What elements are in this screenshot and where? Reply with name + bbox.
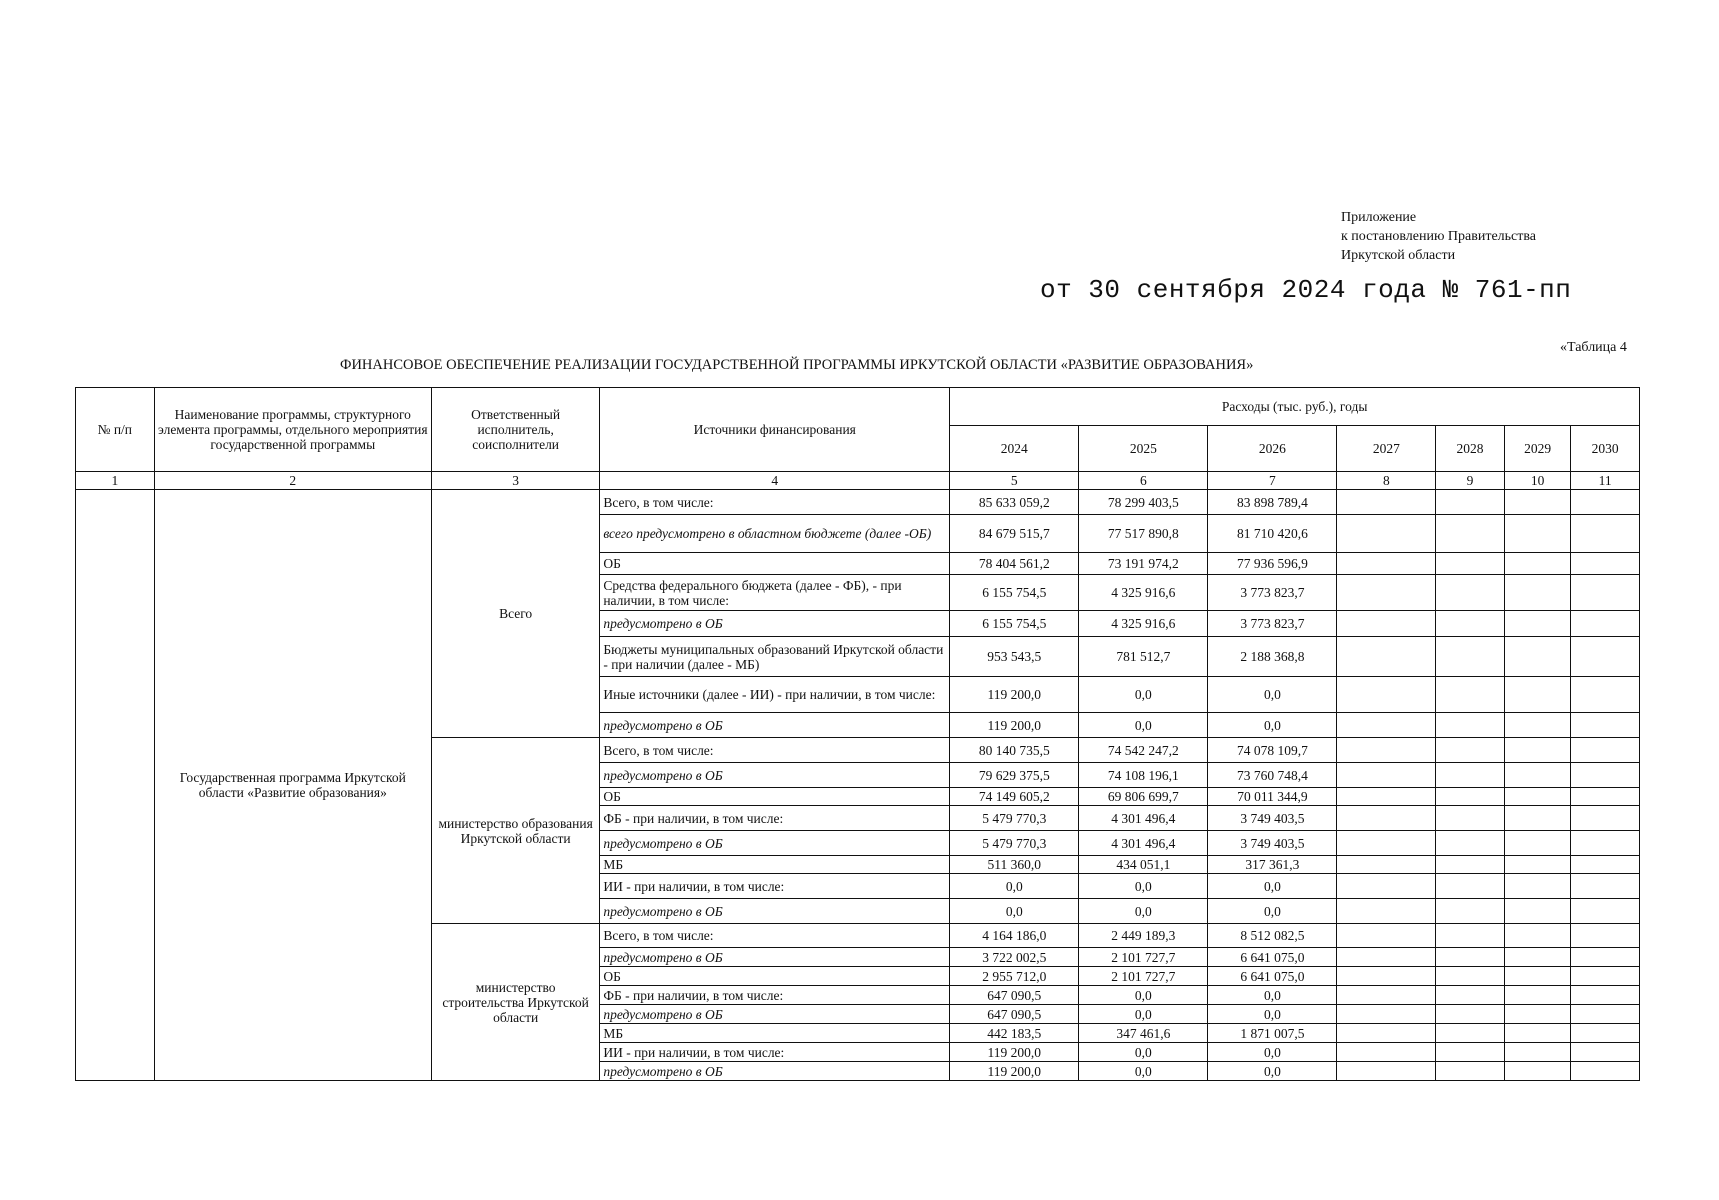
value-cell — [1337, 948, 1436, 967]
index-cell: 3 — [431, 472, 599, 490]
value-cell: 0,0 — [1208, 677, 1337, 713]
value-cell — [1436, 831, 1505, 856]
source-cell: ИИ - при наличии, в том числе: — [600, 874, 950, 899]
value-cell — [1504, 874, 1571, 899]
table-row — [76, 490, 1640, 515]
value-cell — [1436, 924, 1505, 948]
value-cell: 317 361,3 — [1208, 856, 1337, 874]
value-cell — [1504, 677, 1571, 713]
value-cell: 2 449 189,3 — [1079, 924, 1208, 948]
header-no: № п/п — [76, 388, 155, 472]
value-cell: 511 360,0 — [950, 856, 1079, 874]
header-year: 2026 — [1208, 426, 1337, 472]
header-executor: Ответственный исполнитель, соисполнители — [431, 388, 599, 472]
value-cell: 647 090,5 — [950, 1005, 1079, 1024]
value-cell — [1504, 856, 1571, 874]
value-cell — [1436, 1062, 1505, 1081]
value-cell — [1436, 515, 1505, 553]
value-cell — [1337, 738, 1436, 763]
header-expenses: Расходы (тыс. руб.), годы — [950, 388, 1640, 426]
value-cell: 77 517 890,8 — [1079, 515, 1208, 553]
value-cell: 77 936 596,9 — [1208, 553, 1337, 575]
index-cell: 10 — [1504, 472, 1571, 490]
financing-table — [75, 387, 1640, 1081]
executor-cell: Всего — [431, 490, 599, 738]
value-cell: 2 188 368,8 — [1208, 637, 1337, 677]
index-cell: 6 — [1079, 472, 1208, 490]
row-number-cell — [76, 490, 155, 1081]
source-cell: предусмотрено в ОБ — [600, 763, 950, 788]
table-body — [76, 490, 1640, 1081]
value-cell — [1504, 713, 1571, 738]
value-cell — [1337, 575, 1436, 611]
source-cell: ФБ - при наличии, в том числе: — [600, 806, 950, 831]
value-cell — [1436, 856, 1505, 874]
source-cell: предусмотрено в ОБ — [600, 611, 950, 637]
source-cell: предусмотрено в ОБ — [600, 1005, 950, 1024]
value-cell: 5 479 770,3 — [950, 806, 1079, 831]
value-cell — [1504, 1024, 1571, 1043]
source-cell: ОБ — [600, 788, 950, 806]
value-cell: 0,0 — [1079, 1043, 1208, 1062]
value-cell: 119 200,0 — [950, 1062, 1079, 1081]
value-cell: 647 090,5 — [950, 986, 1079, 1005]
value-cell: 85 633 059,2 — [950, 490, 1079, 515]
value-cell — [1436, 713, 1505, 738]
value-cell — [1337, 1024, 1436, 1043]
source-cell: ФБ - при наличии, в том числе: — [600, 986, 950, 1005]
value-cell: 0,0 — [1208, 713, 1337, 738]
appendix-line: Приложение — [1341, 210, 1417, 225]
value-cell — [1436, 948, 1505, 967]
source-cell: предусмотрено в ОБ — [600, 713, 950, 738]
header-source: Источники финансирования — [600, 388, 950, 472]
source-cell: МБ — [600, 856, 950, 874]
executor-cell: министерство образования Иркутской области — [431, 738, 599, 924]
value-cell — [1337, 763, 1436, 788]
value-cell: 119 200,0 — [950, 713, 1079, 738]
value-cell — [1436, 788, 1505, 806]
value-cell — [1337, 1062, 1436, 1081]
value-cell: 3 773 823,7 — [1208, 611, 1337, 637]
value-cell: 74 108 196,1 — [1079, 763, 1208, 788]
value-cell: 0,0 — [1079, 677, 1208, 713]
value-cell — [1436, 637, 1505, 677]
value-cell — [1571, 490, 1640, 515]
value-cell — [1436, 986, 1505, 1005]
appendix-line: к постановлению Правительства — [1341, 229, 1537, 244]
value-cell — [1571, 924, 1640, 948]
value-cell: 3 722 002,5 — [950, 948, 1079, 967]
value-cell: 84 679 515,7 — [950, 515, 1079, 553]
value-cell: 442 183,5 — [950, 1024, 1079, 1043]
value-cell — [1504, 738, 1571, 763]
value-cell — [1504, 575, 1571, 611]
source-cell: Всего, в том числе: — [600, 924, 950, 948]
value-cell — [1337, 856, 1436, 874]
value-cell: 0,0 — [1079, 1062, 1208, 1081]
value-cell: 0,0 — [1208, 874, 1337, 899]
value-cell: 347 461,6 — [1079, 1024, 1208, 1043]
index-cell: 2 — [154, 472, 431, 490]
index-row — [76, 472, 1640, 490]
header-name: Наименование программы, структурного элемента программы, отдельного мероприятия государственной программы — [154, 388, 431, 472]
value-cell: 83 898 789,4 — [1208, 490, 1337, 515]
value-cell: 0,0 — [1079, 986, 1208, 1005]
source-cell: предусмотрено в ОБ — [600, 948, 950, 967]
value-cell — [1571, 788, 1640, 806]
value-cell — [1436, 738, 1505, 763]
value-cell: 74 542 247,2 — [1079, 738, 1208, 763]
value-cell — [1504, 788, 1571, 806]
index-cell: 8 — [1337, 472, 1436, 490]
value-cell — [1337, 637, 1436, 677]
value-cell: 434 051,1 — [1079, 856, 1208, 874]
value-cell: 0,0 — [950, 874, 1079, 899]
value-cell: 119 200,0 — [950, 677, 1079, 713]
value-cell — [1504, 515, 1571, 553]
value-cell — [1436, 553, 1505, 575]
value-cell — [1337, 515, 1436, 553]
value-cell: 80 140 735,5 — [950, 738, 1079, 763]
source-cell: ОБ — [600, 553, 950, 575]
value-cell — [1571, 713, 1640, 738]
value-cell: 79 629 375,5 — [950, 763, 1079, 788]
value-cell — [1436, 1043, 1505, 1062]
source-cell: предусмотрено в ОБ — [600, 831, 950, 856]
value-cell: 0,0 — [1079, 713, 1208, 738]
value-cell: 81 710 420,6 — [1208, 515, 1337, 553]
header-year: 2027 — [1337, 426, 1436, 472]
value-cell — [1436, 967, 1505, 986]
value-cell — [1571, 948, 1640, 967]
value-cell — [1504, 637, 1571, 677]
value-cell: 6 641 075,0 — [1208, 967, 1337, 986]
value-cell: 70 011 344,9 — [1208, 788, 1337, 806]
value-cell — [1337, 1043, 1436, 1062]
value-cell: 3 773 823,7 — [1208, 575, 1337, 611]
value-cell — [1337, 677, 1436, 713]
index-cell: 9 — [1436, 472, 1505, 490]
value-cell: 74 149 605,2 — [950, 788, 1079, 806]
header-year: 2029 — [1504, 426, 1571, 472]
value-cell — [1337, 713, 1436, 738]
value-cell — [1571, 1062, 1640, 1081]
value-cell — [1436, 611, 1505, 637]
value-cell: 119 200,0 — [950, 1043, 1079, 1062]
value-cell: 4 301 496,4 — [1079, 831, 1208, 856]
value-cell — [1337, 924, 1436, 948]
value-cell — [1337, 1005, 1436, 1024]
value-cell — [1436, 806, 1505, 831]
source-cell: всего предусмотрено в областном бюджете (далее -ОБ) — [600, 515, 950, 553]
value-cell — [1337, 986, 1436, 1005]
value-cell: 2 101 727,7 — [1079, 967, 1208, 986]
value-cell: 4 301 496,4 — [1079, 806, 1208, 831]
value-cell: 3 749 403,5 — [1208, 831, 1337, 856]
appendix-block — [1341, 208, 1536, 265]
value-cell — [1571, 637, 1640, 677]
source-cell: предусмотрено в ОБ — [600, 1062, 950, 1081]
value-cell: 4 325 916,6 — [1079, 575, 1208, 611]
value-cell — [1436, 1024, 1505, 1043]
value-cell: 0,0 — [1208, 899, 1337, 924]
value-cell — [1436, 899, 1505, 924]
source-cell: Иные источники (далее - ИИ) - при наличии, в том числе: — [600, 677, 950, 713]
value-cell — [1571, 899, 1640, 924]
value-cell: 3 749 403,5 — [1208, 806, 1337, 831]
value-cell: 4 164 186,0 — [950, 924, 1079, 948]
value-cell: 73 191 974,2 — [1079, 553, 1208, 575]
value-cell — [1571, 967, 1640, 986]
value-cell: 0,0 — [1079, 899, 1208, 924]
value-cell — [1504, 1062, 1571, 1081]
value-cell — [1571, 763, 1640, 788]
source-cell: ИИ - при наличии, в том числе: — [600, 1043, 950, 1062]
value-cell: 5 479 770,3 — [950, 831, 1079, 856]
value-cell — [1571, 515, 1640, 553]
value-cell — [1337, 831, 1436, 856]
value-cell — [1504, 948, 1571, 967]
value-cell — [1571, 553, 1640, 575]
value-cell: 0,0 — [1079, 1005, 1208, 1024]
value-cell — [1337, 899, 1436, 924]
value-cell — [1571, 831, 1640, 856]
value-cell — [1504, 490, 1571, 515]
value-cell — [1436, 490, 1505, 515]
source-cell: предусмотрено в ОБ — [600, 899, 950, 924]
value-cell: 6 155 754,5 — [950, 611, 1079, 637]
value-cell — [1504, 806, 1571, 831]
index-cell: 5 — [950, 472, 1079, 490]
value-cell — [1504, 831, 1571, 856]
value-cell: 0,0 — [950, 899, 1079, 924]
value-cell — [1504, 1005, 1571, 1024]
executor-cell: министерство строительства Иркутской области — [431, 924, 599, 1081]
value-cell: 0,0 — [1208, 1062, 1337, 1081]
source-cell: МБ — [600, 1024, 950, 1043]
value-cell — [1504, 763, 1571, 788]
index-cell: 4 — [600, 472, 950, 490]
value-cell — [1571, 738, 1640, 763]
value-cell — [1504, 611, 1571, 637]
value-cell: 1 871 007,5 — [1208, 1024, 1337, 1043]
value-cell — [1571, 677, 1640, 713]
value-cell: 0,0 — [1208, 986, 1337, 1005]
table-number: «Таблица 4 — [1560, 340, 1627, 355]
value-cell — [1337, 611, 1436, 637]
header-year: 2028 — [1436, 426, 1505, 472]
program-name-cell: Государственная программа Иркутской области «Развитие образования» — [154, 490, 431, 1081]
value-cell — [1436, 575, 1505, 611]
value-cell: 2 101 727,7 — [1079, 948, 1208, 967]
source-cell: Всего, в том числе: — [600, 738, 950, 763]
header-year: 2025 — [1079, 426, 1208, 472]
value-cell: 6 155 754,5 — [950, 575, 1079, 611]
value-cell — [1571, 806, 1640, 831]
value-cell: 8 512 082,5 — [1208, 924, 1337, 948]
value-cell — [1571, 874, 1640, 899]
value-cell: 953 543,5 — [950, 637, 1079, 677]
value-cell — [1571, 856, 1640, 874]
source-cell: Бюджеты муниципальных образований Иркутской области - при наличии (далее - МБ) — [600, 637, 950, 677]
appendix-line: Иркутской области — [1341, 248, 1456, 263]
value-cell: 0,0 — [1208, 1005, 1337, 1024]
value-cell — [1504, 1043, 1571, 1062]
value-cell — [1337, 788, 1436, 806]
value-cell — [1571, 611, 1640, 637]
source-cell: Всего, в том числе: — [600, 490, 950, 515]
value-cell: 74 078 109,7 — [1208, 738, 1337, 763]
index-cell: 11 — [1571, 472, 1640, 490]
value-cell — [1504, 899, 1571, 924]
value-cell — [1571, 986, 1640, 1005]
document-title: ФИНАНСОВОЕ ОБЕСПЕЧЕНИЕ РЕАЛИЗАЦИИ ГОСУДАРСТВЕННОЙ ПРОГРАММЫ ИРКУТСКОЙ ОБЛАСТИ «РАЗВИТИЕ ОБРАЗОВАНИЯ» — [340, 357, 1254, 373]
value-cell — [1504, 924, 1571, 948]
value-cell — [1436, 874, 1505, 899]
value-cell: 0,0 — [1079, 874, 1208, 899]
value-cell — [1571, 1024, 1640, 1043]
value-cell — [1337, 490, 1436, 515]
value-cell — [1337, 806, 1436, 831]
value-cell — [1571, 1005, 1640, 1024]
value-cell — [1504, 553, 1571, 575]
source-cell: ОБ — [600, 967, 950, 986]
value-cell: 73 760 748,4 — [1208, 763, 1337, 788]
index-cell: 7 — [1208, 472, 1337, 490]
header-year: 2030 — [1571, 426, 1640, 472]
value-cell — [1571, 1043, 1640, 1062]
value-cell: 6 641 075,0 — [1208, 948, 1337, 967]
value-cell — [1337, 553, 1436, 575]
source-cell: Средства федерального бюджета (далее - ФБ), - при наличии, в том числе: — [600, 575, 950, 611]
value-cell — [1436, 1005, 1505, 1024]
value-cell — [1337, 967, 1436, 986]
decree-date-number: от 30 сентября 2024 года № 761-пп — [1040, 275, 1572, 305]
value-cell: 4 325 916,6 — [1079, 611, 1208, 637]
header-year: 2024 — [950, 426, 1079, 472]
value-cell: 69 806 699,7 — [1079, 788, 1208, 806]
value-cell — [1436, 763, 1505, 788]
value-cell — [1504, 967, 1571, 986]
value-cell: 781 512,7 — [1079, 637, 1208, 677]
value-cell: 2 955 712,0 — [950, 967, 1079, 986]
value-cell: 0,0 — [1208, 1043, 1337, 1062]
value-cell: 78 299 403,5 — [1079, 490, 1208, 515]
value-cell — [1436, 677, 1505, 713]
value-cell — [1504, 986, 1571, 1005]
value-cell: 78 404 561,2 — [950, 553, 1079, 575]
index-cell: 1 — [76, 472, 155, 490]
value-cell — [1571, 575, 1640, 611]
value-cell — [1337, 874, 1436, 899]
